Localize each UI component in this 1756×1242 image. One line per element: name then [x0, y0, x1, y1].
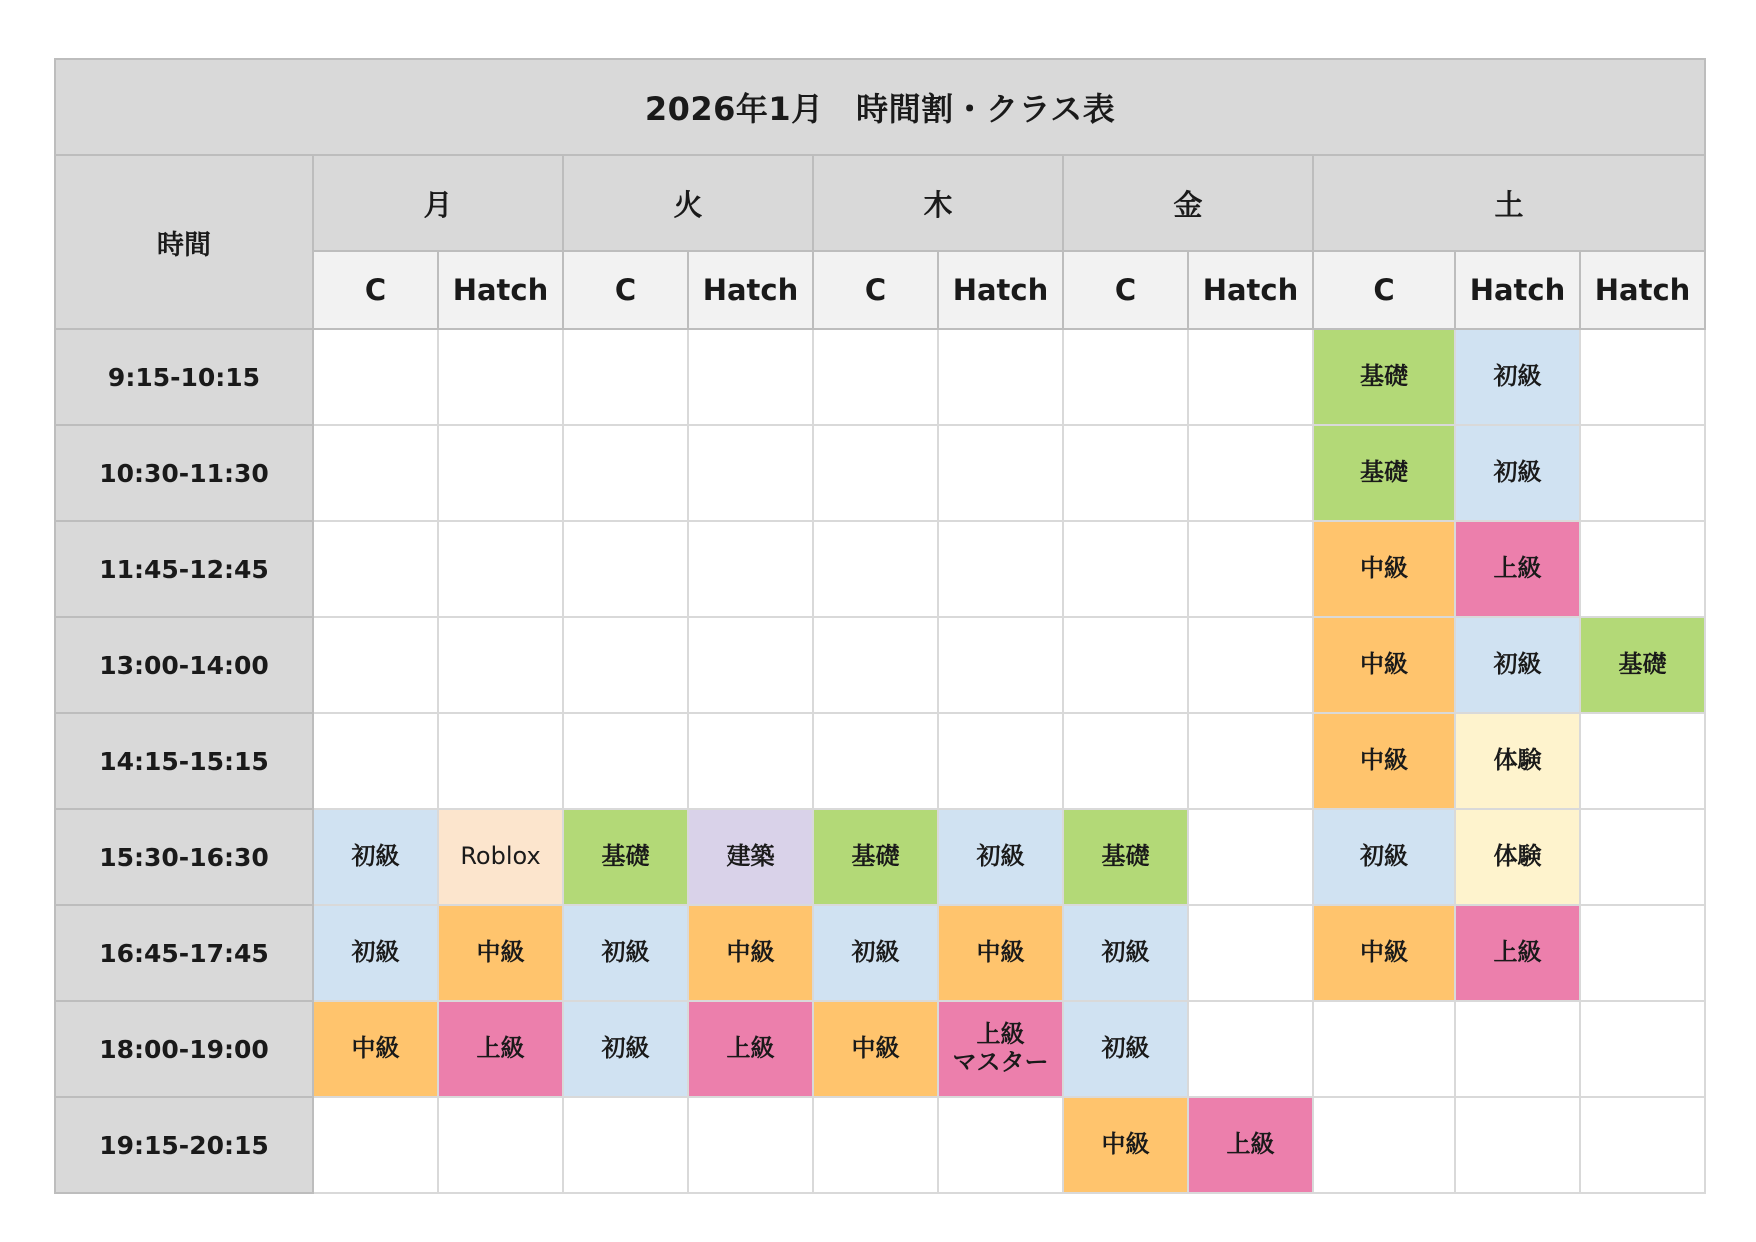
table-row — [55, 713, 1705, 809]
subcolumn-header: Hatch — [1455, 251, 1580, 329]
subcolumn-header: C — [1313, 251, 1455, 329]
class-cell — [1313, 1001, 1455, 1097]
class-cell — [1188, 1097, 1313, 1193]
class-label: 初級 — [1493, 458, 1542, 487]
subcolumn-header: C — [313, 251, 438, 329]
subcolumn-header: C — [1063, 251, 1188, 329]
class-cell — [438, 521, 563, 617]
class-cell — [563, 1097, 688, 1193]
class-cell — [1313, 809, 1455, 905]
class-label: Roblox — [460, 842, 541, 871]
class-cell — [1580, 905, 1705, 1001]
class-cell — [1313, 905, 1455, 1001]
class-cell — [563, 521, 688, 617]
class-label: 初級 — [976, 842, 1025, 871]
class-cell — [313, 521, 438, 617]
class-label: 中級 — [1101, 1130, 1150, 1159]
class-label: 初級 — [1493, 362, 1542, 391]
class-cell — [938, 713, 1063, 809]
time-slot-label: 15:30-16:30 — [55, 809, 313, 905]
class-label: 上級 マスター — [952, 1020, 1049, 1076]
class-cell — [688, 329, 813, 425]
class-cell — [438, 617, 563, 713]
table-row — [55, 425, 1705, 521]
class-label: 基礎 — [1101, 842, 1150, 871]
class-label: 中級 — [1360, 938, 1408, 967]
class-cell — [1188, 425, 1313, 521]
class-label: 中級 — [976, 938, 1025, 967]
class-label: 中級 — [726, 938, 775, 967]
class-label: 初級 — [1101, 938, 1150, 967]
class-cell — [1188, 809, 1313, 905]
class-cell — [1313, 1097, 1455, 1193]
class-cell — [313, 1097, 438, 1193]
class-label: 初級 — [351, 938, 400, 967]
class-cell — [1580, 1097, 1705, 1193]
class-cell — [1455, 1001, 1580, 1097]
day-header: 木 — [813, 155, 1063, 251]
class-cell — [313, 809, 438, 905]
class-label: 中級 — [1360, 650, 1408, 679]
class-cell — [1063, 713, 1188, 809]
subcolumn-header: Hatch — [938, 251, 1063, 329]
day-header: 金 — [1063, 155, 1313, 251]
subcolumn-header: C — [563, 251, 688, 329]
class-cell — [688, 521, 813, 617]
class-cell — [438, 1001, 563, 1097]
time-slot-label: 11:45-12:45 — [55, 521, 313, 617]
class-label: 初級 — [1101, 1034, 1150, 1063]
class-cell — [938, 617, 1063, 713]
time-slot-label: 14:15-15:15 — [55, 713, 313, 809]
class-label: 初級 — [1493, 650, 1542, 679]
class-cell — [938, 329, 1063, 425]
class-label: 上級 — [726, 1034, 775, 1063]
class-cell — [438, 809, 563, 905]
class-cell — [1063, 905, 1188, 1001]
class-cell — [1580, 1001, 1705, 1097]
class-cell — [563, 905, 688, 1001]
class-label: 初級 — [351, 842, 400, 871]
class-label: 上級 — [1226, 1130, 1275, 1159]
class-cell — [313, 905, 438, 1001]
class-cell — [1580, 521, 1705, 617]
class-cell — [813, 905, 938, 1001]
timetable — [54, 58, 1706, 1194]
page-title: 2026年1月 時間割・クラス表 — [55, 59, 1705, 155]
class-cell — [813, 425, 938, 521]
table-row — [55, 1097, 1705, 1193]
day-header: 土 — [1313, 155, 1705, 251]
table-row — [55, 617, 1705, 713]
time-slot-label: 9:15-10:15 — [55, 329, 313, 425]
class-label: 上級 — [476, 1034, 525, 1063]
table-row — [55, 809, 1705, 905]
time-slot-label: 16:45-17:45 — [55, 905, 313, 1001]
class-cell — [438, 1097, 563, 1193]
class-cell — [563, 425, 688, 521]
class-label: 基礎 — [1360, 362, 1408, 391]
class-cell — [1188, 1001, 1313, 1097]
class-label: 上級 — [1493, 554, 1542, 583]
table-row — [55, 905, 1705, 1001]
subcolumn-header: Hatch — [1580, 251, 1705, 329]
class-cell — [1188, 521, 1313, 617]
class-cell — [1580, 713, 1705, 809]
class-cell — [1313, 713, 1455, 809]
class-label: 初級 — [601, 1034, 650, 1063]
class-cell — [1580, 809, 1705, 905]
class-label: 中級 — [1360, 746, 1408, 775]
class-cell — [1188, 713, 1313, 809]
class-cell — [1188, 617, 1313, 713]
time-column-header: 時間 — [55, 155, 313, 329]
class-cell — [1313, 617, 1455, 713]
class-label: 基礎 — [601, 842, 650, 871]
class-cell — [438, 905, 563, 1001]
subcolumn-header: Hatch — [688, 251, 813, 329]
class-cell — [938, 809, 1063, 905]
class-cell — [813, 329, 938, 425]
class-cell — [938, 1097, 1063, 1193]
class-cell — [1580, 617, 1705, 713]
time-slot-label: 19:15-20:15 — [55, 1097, 313, 1193]
class-cell — [1313, 329, 1455, 425]
class-cell — [1455, 329, 1580, 425]
class-cell — [1580, 329, 1705, 425]
class-label: 初級 — [851, 938, 900, 967]
class-cell — [313, 1001, 438, 1097]
class-label: 体験 — [1493, 842, 1542, 871]
class-cell — [1313, 425, 1455, 521]
class-cell — [563, 617, 688, 713]
class-cell — [1455, 617, 1580, 713]
class-label: 基礎 — [1360, 458, 1408, 487]
class-cell — [1455, 1097, 1580, 1193]
class-cell — [563, 1001, 688, 1097]
class-cell — [938, 905, 1063, 1001]
class-cell — [1063, 617, 1188, 713]
class-cell — [1063, 521, 1188, 617]
class-cell — [1455, 905, 1580, 1001]
class-cell — [1313, 521, 1455, 617]
class-cell — [1455, 425, 1580, 521]
day-header: 月 — [313, 155, 563, 251]
class-label: 初級 — [1360, 842, 1408, 871]
class-cell — [688, 905, 813, 1001]
table-row — [55, 329, 1705, 425]
class-cell — [1580, 425, 1705, 521]
subcolumn-header: Hatch — [438, 251, 563, 329]
class-cell — [813, 713, 938, 809]
class-cell — [813, 1097, 938, 1193]
class-cell — [813, 1001, 938, 1097]
class-cell — [563, 713, 688, 809]
class-cell — [1063, 809, 1188, 905]
class-cell — [688, 1097, 813, 1193]
class-label: 中級 — [1360, 554, 1408, 583]
subcolumn-header: C — [813, 251, 938, 329]
subcolumn-header: Hatch — [1188, 251, 1313, 329]
table-row — [55, 1001, 1705, 1097]
class-cell — [1455, 809, 1580, 905]
class-cell — [938, 521, 1063, 617]
class-cell — [1063, 1097, 1188, 1193]
class-cell — [1063, 1001, 1188, 1097]
table-row — [55, 521, 1705, 617]
class-label: 中級 — [351, 1034, 400, 1063]
class-cell — [1063, 329, 1188, 425]
class-cell — [1455, 713, 1580, 809]
class-cell — [813, 809, 938, 905]
class-cell — [438, 329, 563, 425]
class-cell — [1063, 425, 1188, 521]
class-cell — [1455, 521, 1580, 617]
class-label: 中級 — [476, 938, 525, 967]
time-slot-label: 18:00-19:00 — [55, 1001, 313, 1097]
day-header: 火 — [563, 155, 813, 251]
class-cell — [1188, 329, 1313, 425]
class-cell — [313, 617, 438, 713]
class-cell — [1188, 905, 1313, 1001]
class-cell — [688, 713, 813, 809]
class-cell — [688, 809, 813, 905]
time-slot-label: 13:00-14:00 — [55, 617, 313, 713]
class-label: 中級 — [851, 1034, 900, 1063]
class-cell — [938, 425, 1063, 521]
class-label: 基礎 — [851, 842, 900, 871]
class-cell — [813, 521, 938, 617]
class-cell — [313, 329, 438, 425]
class-cell — [563, 329, 688, 425]
class-cell — [438, 713, 563, 809]
time-slot-label: 10:30-11:30 — [55, 425, 313, 521]
class-label: 上級 — [1493, 938, 1542, 967]
class-cell — [813, 617, 938, 713]
class-label: 体験 — [1493, 746, 1542, 775]
class-cell — [688, 617, 813, 713]
class-label: 基礎 — [1618, 650, 1667, 679]
class-cell — [688, 1001, 813, 1097]
class-cell — [313, 425, 438, 521]
class-cell — [938, 1001, 1063, 1097]
class-cell — [563, 809, 688, 905]
class-label: 初級 — [601, 938, 650, 967]
class-cell — [688, 425, 813, 521]
class-label: 建築 — [726, 842, 775, 871]
class-cell — [313, 713, 438, 809]
class-cell — [438, 425, 563, 521]
